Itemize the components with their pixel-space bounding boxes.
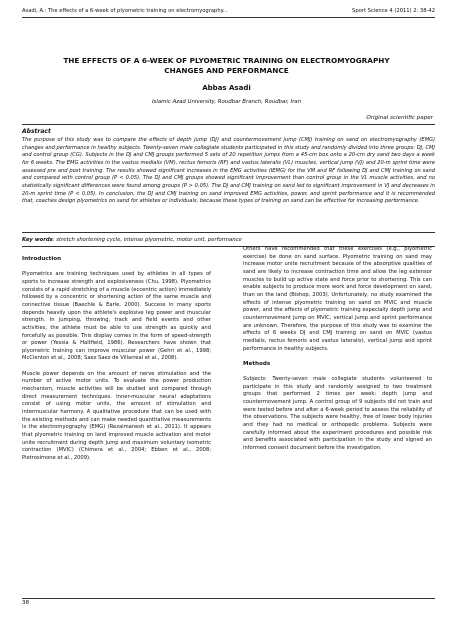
running-header — [22, 8, 435, 14]
right-column — [243, 246, 432, 460]
left-paragraph-2: Muscle power depends on the amount of nerve stimulation and the number of active motor units. To evaluate the power production mechanism, muscle activities will be studied and compared through direct measurement techniques. Inner-muscular neural adaptations consist of using motor units, the amount of stimulation and intermuscular harmony. A qualitative procedure that can be used with the existing methods and can make needed quantitative measurements is the electromyography (EMG) (Rezaimanesh et al., 2011). It appears that plyometric training on land improved muscle activation and motor unite recruitment during depth jump and maximum voluntary isometric contraction (MVIC) (Chimera et al., 2004; Ebben et al., 2008; Pietrosimone et al., 2009). — [22, 370, 211, 461]
header-rule — [22, 17, 435, 18]
abstract-bottom-rule — [22, 232, 435, 233]
right-paragraph-2 — [243, 376, 432, 453]
left-paragraph-1: Plyometrics are training techniques used by athletes in all types of sports to increase strength and explosiveness (Chu, 1998). Plyometrics consists of a rapid stretching of a muscle (eccentric action) immediately followed by a concentric or shortening action of the same muscle and connective tissue (Baechle & Earle, 2000). Success in many sports depends heavily upon the athlete's explosive leg power and muscular strength. In jumping, throwing, track and field events and other activities, the athlete must be able to use strength as quickly and forcefully as possible. This display comes in the form of speed-strength or power (Yessia & Haltfield, 1986). Researchers have shown that plyometric training can improve muscular power (Gehri et al., 1998; McClenton et al., 2008; Saez Saez de Villarreal et al., 2008). — [22, 271, 211, 362]
header-right: Sport Science 4 (2011) 2: 38-42 — [352, 8, 435, 14]
abstract-top-rule — [22, 124, 435, 125]
methods-heading: Methods — [243, 360, 271, 367]
page-number: 38 — [22, 600, 30, 606]
left-column — [22, 256, 211, 470]
footer-rule — [22, 598, 435, 599]
affiliation: Islamic Azad University, Roudbar Branch, Roudbar, Iran — [151, 99, 302, 105]
author-name: Abbas Asadi — [202, 84, 251, 92]
title-line-2: CHANGES AND PERFORMANCE — [164, 66, 289, 75]
subjects-text: : Twenty-seven male collegiate students volunteered to participate in this study and randomly assigned to two treatment groups that performed 2 times per week: depth jump and countermovement jump. A control group of 9 subjects did not train and were tested before and after a 6-week period to assess the reliability of the observations. The subjects were healthy, free of lower body injuries and they had no medical or orthopedic problems. Subjects were carefully informed about the experiment procedures and possible risk and benefits associated with participation in the study and signed an informed consent document before the investigation. — [243, 376, 432, 451]
keywords — [22, 237, 435, 243]
abstract-text: The purpose of this study was to compare the effects of depth jump (DJ) and countermovement jump (CMJ) training on sand on electromyography (EMG) changes and performance in healthy subjects. Twenty-seven male collegiate students participated in this study and randomly divided into three groups: DJ, CMJ and control group (CG). Subjects in the DJ and CMJ groups performed 5 sets of 20 repetition jumps from a 45-cm box onto a 20-cm dry sand two days a week for 6 weeks. The EMG activities in the vastus medialis (VM), rectus femoris (RF) and vastus lateralis (VL) muscles, vertical jump (VJ) and 20-m sprint time were assessed pre and post training. The results showed significant increases in the EMG activities (IEMG) for the VM and RF following DJ and CMJ training on sand and compared with control group (P < 0.05). The DJ and CMJ groups showed significant improvement than control group in the VL muscle activities, and no statistically significant differences were found among groups (P > 0.05). The DJ and CMJ training on sand led to significant improvement in VJ and decreases in 20-m sprint time (P < 0.05). In conclusion, the DJ and CMJ training on sand improved EMG activities, power, and sprint performance and it is recommended that, coaches design plyometrics on sand for athletes or individuals, because these types of training on sand can be effective for increasing performance. — [22, 137, 436, 205]
header-left: Asadi, A.: The effects of a 6-week of plyometric training on electromyography... — [22, 8, 228, 14]
right-paragraph-1: Others have recommended that these exercises (e.g., plyometric exercise) be done on sand surface. Plyometric training on sand may increase motor unite recruitment because of the absorptive qualities of sand are likely to increase contraction time and allow the leg extensor muscles to build up active state and force prior to shortening. This can enable subjects to produce more work and force development on sand, than on the land (Bishop, 2003). Unfortunately, no study examined the effects of intense plyometric training on sand on MVIC and muscle power, and the effects of plyometric training especially depth jump and countermovement jump on MVIC, vertical jump and sprint performance are unknown. Therefore, the purpose of this study was to examine the effects of 6 weeks DJ and CMJ training on sand on MVIC (vastus medialis, rectus femoris and vastus lateralis), vertical jump and sprint performance in healthy subjects. — [243, 246, 432, 352]
keywords-label: Key words — [22, 237, 53, 243]
keywords-text: : stretch shortening cycle, intense plyometric, motor unit, performance — [52, 237, 242, 243]
paper-type: Original scientific paper — [366, 115, 433, 121]
abstract-heading: Abstract — [22, 128, 51, 135]
title-line-1: THE EFFECTS OF A 6-WEEK OF PLYOMETRIC TRAINING ON ELECTROMYOGRAPHY — [63, 56, 390, 65]
intro-heading: Introduction — [22, 256, 62, 262]
paper-title — [40, 56, 413, 76]
subjects-label: Subjects — [243, 376, 266, 383]
